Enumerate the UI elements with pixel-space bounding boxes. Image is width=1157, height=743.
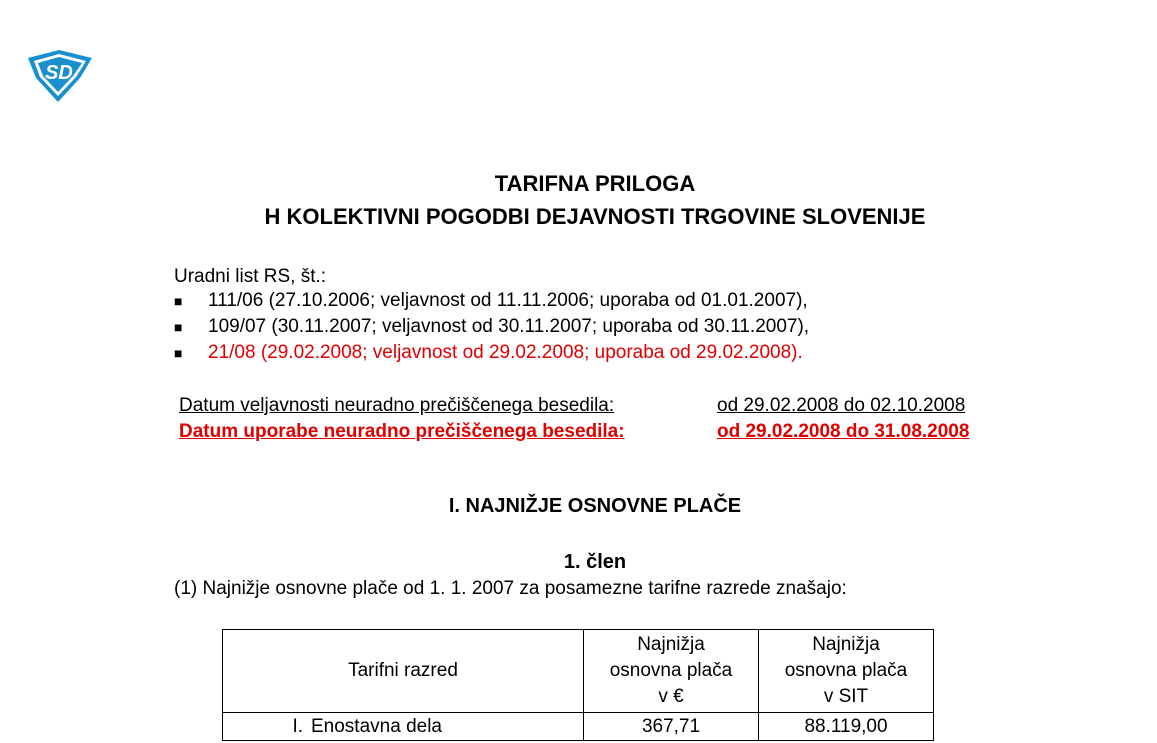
tariff-class-cell: I. Enostavna dela	[223, 713, 584, 741]
list-item: ■ 109/07 (30.11.2007; veljavnost od 30.11.2007; uporaba od 30.11.2007),	[174, 314, 809, 340]
usage-date-label: Datum uporabe neuradno prečiščenega besedila:	[179, 421, 625, 442]
tariff-table	[222, 629, 934, 741]
publication-list	[174, 288, 809, 366]
list-item: ■ 111/06 (27.10.2006; veljavnost od 11.11.2006; uporaba od 01.01.2007),	[174, 288, 809, 314]
validity-date-label: Datum veljavnosti neuradno prečiščenega besedila:	[179, 395, 615, 416]
article-paragraph: (1) Najnižje osnovne plače od 1. 1. 2007 za posamezne tarifne razrede znašajo:	[174, 578, 847, 599]
table-row	[223, 713, 934, 741]
header-tarifni-razred: Tarifni razred	[223, 630, 584, 713]
eur-value-cell: 367,71	[584, 713, 759, 741]
section-heading: I. NAJNIŽJE OSNOVNE PLAČE	[448, 495, 742, 517]
article-heading: 1. člen	[563, 551, 627, 573]
company-logo	[22, 48, 96, 104]
header-sit: Najnižja osnovna plača v SIT	[759, 630, 934, 713]
sit-value-cell: 88.119,00	[759, 713, 934, 741]
usage-date-value: od 29.02.2008 do 31.08.2008	[717, 421, 970, 442]
document-subtitle: H KOLEKTIVNI POGODBI DEJAVNOSTI TRGOVINE SLOVENIJE	[264, 204, 926, 229]
document-title: TARIFNA PRILOGA	[494, 171, 696, 196]
table-header-row	[223, 630, 934, 713]
bullet-icon: ■	[174, 293, 183, 309]
bullet-icon: ■	[174, 345, 183, 361]
logo-lettering: SD	[45, 62, 73, 84]
list-item: ■ 21/08 (29.02.2008; veljavnost od 29.02.2008; uporaba od 29.02.2008).	[174, 340, 809, 366]
bullet-icon: ■	[174, 319, 183, 335]
uradni-list-label: Uradni list RS, št.:	[174, 266, 327, 287]
validity-date-value: od 29.02.2008 do 02.10.2008	[717, 395, 966, 416]
header-eur: Najnižja osnovna plača v €	[584, 630, 759, 713]
